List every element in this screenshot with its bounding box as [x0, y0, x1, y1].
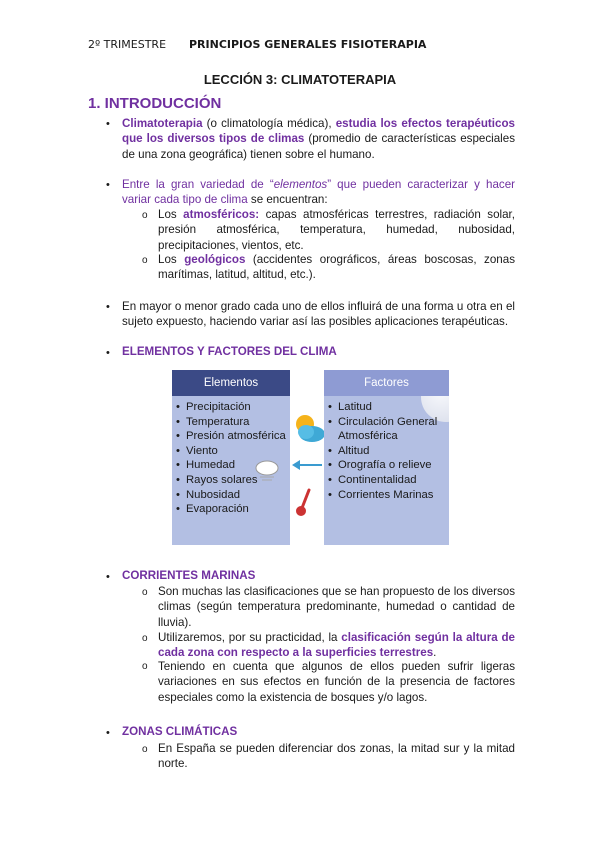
sub-bullet-icon: o	[142, 661, 148, 672]
sun-cloud-icon	[291, 412, 327, 446]
corrientes-item-1: Son muchas las clasificaciones que se han propuesto de los diversos climas (según temperatura predominante, humedad o cantidad de lluvia).	[158, 585, 515, 629]
cloud-snow-icon	[254, 458, 280, 482]
section-title: 1. INTRODUCCIÓN	[88, 95, 222, 112]
sub-item-geologicos: Los geológicos (accidentes orográficos, áreas boscosas, zonas marítimas, latitud, altitud, etc.).	[158, 253, 515, 282]
bullet-icon: •	[106, 301, 110, 313]
course-title: PRINCIPIOS GENERALES FISIOTERAPIA	[189, 38, 427, 51]
element-item: • Nubosidad	[176, 488, 290, 503]
bullet-icon: •	[106, 347, 110, 359]
arrow-left-icon	[292, 457, 324, 473]
sub-item-atmosfericos: Los atmosféricos: capas atmosféricas terrestres, radiación solar, presión atmosférica, temperatura, humedad, nubosidad, precipitaciones, vientos, etc.	[158, 208, 515, 252]
lesson-title: LECCIÓN 3: CLIMATOTERAPIA	[203, 72, 397, 87]
zonas-heading: ZONAS CLIMÁTICAS	[122, 725, 238, 738]
element-item: • Humedad	[176, 458, 290, 473]
factors-column	[324, 370, 449, 545]
influence-paragraph: En mayor o menor grado cada uno de ellos influirá de una forma u otra en el sujeto expuesto, haciendo variar así las posibles aplicaciones terapéuticas.	[122, 300, 515, 329]
elements-heading: ELEMENTOS Y FACTORES DEL CLIMA	[122, 345, 337, 358]
sub-bullet-icon: o	[142, 633, 148, 644]
elements-paragraph: Entre la gran variedad de “elementos” que pueden caracterizar y hacer variar cada tipo de clima se encuentran:	[122, 178, 516, 207]
highlight-text: estudia los efectos terapéuticos que los diversos tipos de climas	[122, 117, 515, 146]
term-climatoterapia: Climatoterapia	[122, 117, 203, 130]
factor-item: • Circulación General Atmosférica	[328, 415, 449, 444]
sub-bullet-icon: o	[142, 210, 148, 221]
intro-paragraph: Climatoterapia (o climatología médica), estudia los efectos terapéuticos que los diversos tipos de climas (promedio de características especiales de una zona geográfica) tienen sobre el humano.	[122, 117, 515, 161]
bullet-icon: •	[106, 727, 110, 739]
element-item: • Evaporación	[176, 502, 290, 517]
factor-item: • Orografía o relieve	[328, 458, 449, 473]
bullet-icon: •	[106, 179, 110, 191]
factor-item: • Altitud	[328, 444, 449, 459]
sub-bullet-icon: o	[142, 744, 148, 755]
factors-column-title: Factores	[324, 370, 449, 396]
factor-item: • Corrientes Marinas	[328, 488, 449, 503]
elements-column-title: Elementos	[172, 370, 290, 396]
elementos-term: elementos	[273, 178, 328, 191]
element-item: • Temperatura	[176, 415, 290, 430]
zonas-item-1: En España se pueden diferenciar dos zonas, la mitad sur y la mitad norte.	[158, 742, 515, 771]
factor-item: • Continentalidad	[328, 473, 449, 488]
term-label: 2º TRIMESTRE	[88, 38, 167, 51]
corrientes-item-3: Teniendo en cuenta que algunos de ellos pueden sufrir ligeras variaciones en sus efectos en función de la presencia de factores especiales como la existencia de bosques y/o lagos.	[158, 660, 515, 704]
factor-item: • Latitud	[328, 400, 449, 415]
bullet-icon: •	[106, 118, 110, 130]
sub-bullet-icon: o	[142, 255, 148, 266]
bullet-icon: •	[106, 571, 110, 583]
corrientes-item-2: Utilizaremos, por su practicidad, la clasificación según la altura de cada zona con respecto a la superficies terrestres.	[158, 631, 515, 660]
sub-bullet-icon: o	[142, 587, 148, 598]
element-item: • Rayos solares	[176, 473, 290, 488]
thermometer-icon	[294, 488, 316, 518]
element-item: • Precipitación	[176, 400, 290, 415]
element-item: • Viento	[176, 444, 290, 459]
climate-diagram	[172, 370, 449, 545]
element-item: • Presión atmosférica	[176, 429, 290, 444]
corrientes-heading: CORRIENTES MARINAS	[122, 569, 256, 582]
